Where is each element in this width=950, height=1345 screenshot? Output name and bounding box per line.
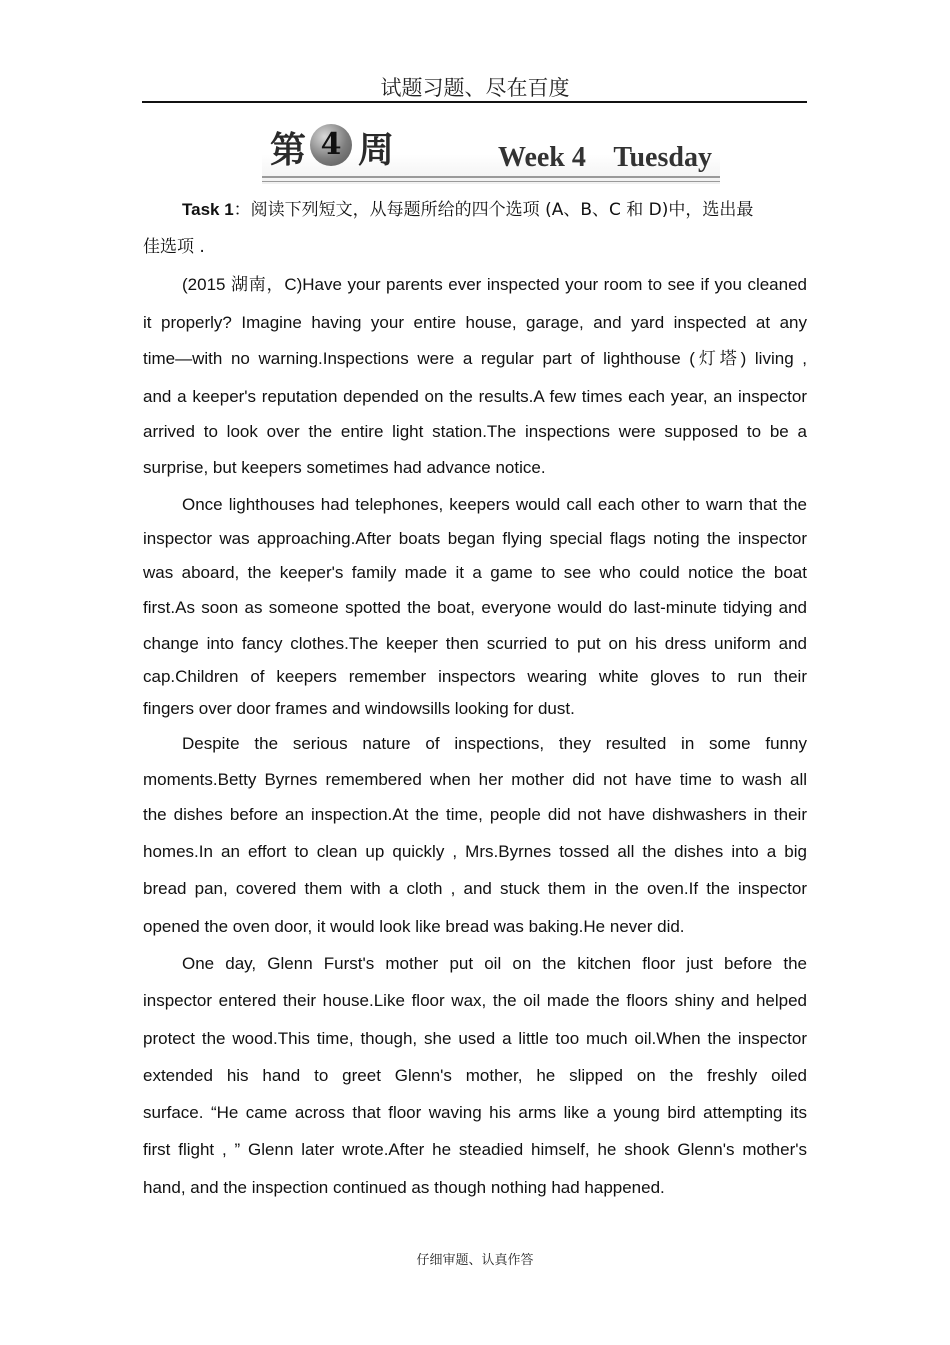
- passage-line: opened the oven door, it would look like bread was baking.He never did.: [143, 917, 685, 936]
- header-rule: [142, 101, 807, 103]
- passage-line: and a keeper's reputation depended on the results.A few times each year, an inspector: [143, 387, 807, 406]
- passage-line: first.As soon as someone spotted the boat, everyone would do last-minute tidying and: [143, 598, 807, 617]
- passage-line: it properly? Imagine having your entire house, garage, and yard inspected at any: [143, 313, 807, 332]
- passage-line: time—with no warning.Inspections were a regular part of lighthouse (灯塔) living ,: [143, 349, 807, 368]
- passage-line: moments.Betty Byrnes remembered when her mother did not have time to wash all: [143, 770, 807, 789]
- passage-line: inspector entered their house.Like floor wax, the oil made the floors shiny and helped: [143, 991, 807, 1010]
- banner-week-char: 第: [270, 129, 308, 171]
- task-label: Task 1: [182, 200, 234, 219]
- passage-line: fingers over door frames and windowsills looking for dust.: [143, 699, 575, 718]
- passage-line: cap.Children of keepers remember inspectors wearing white gloves to run their: [143, 667, 807, 686]
- passage-line: first flight , ” Glenn later wrote.After he steadied himself, he shook Glenn's mother's: [143, 1140, 807, 1159]
- passage-line: Once lighthouses had telephones, keepers would call each other to warn that the: [182, 495, 807, 514]
- passage-line: arrived to look over the entire light station.The inspections were supposed to be a: [143, 422, 807, 441]
- passage-line: surprise, but keepers sometimes had advance notice.: [143, 458, 546, 477]
- passage-line: was aboard, the keeper's family made it a game to see who could notice the boat: [143, 563, 807, 582]
- passage-line: change into fancy clothes.The keeper then scurried to put on his dress uniform and: [143, 634, 807, 653]
- passage-line: One day, Glenn Furst's mother put oil on the kitchen floor just before the: [182, 954, 807, 973]
- banner-week-day: Week 4 Tuesday: [498, 142, 712, 173]
- passage-line: hand, and the inspection continued as though nothing had happened.: [143, 1178, 665, 1197]
- passage-line: inspector was approaching.After boats began flying special flags noting the inspector: [143, 529, 807, 548]
- passage-line: Despite the serious nature of inspections, they resulted in some funny: [182, 734, 807, 753]
- passage-line: protect the wood.This time, though, she used a little too much oil.When the inspector: [143, 1029, 807, 1048]
- passage-line: bread pan, covered them with a cloth , and stuck them in the oven.If the inspector: [143, 879, 807, 898]
- banner-rule-top: [262, 176, 720, 178]
- passage-line: extended his hand to greet Glenn's mother, he slipped on the freshly oiled: [143, 1066, 807, 1085]
- banner-rule-bottom: [262, 181, 720, 182]
- task-instruction: [182, 200, 753, 220]
- task-instruction-cont: 佳选项 .: [143, 237, 205, 257]
- passage-line: the dishes before an inspection.At the time, people did not have dishwashers in their: [143, 805, 807, 824]
- week-number-badge: 4: [310, 124, 352, 166]
- passage-line: (2015 湖南，C)Have your parents ever inspected your room to see if you cleaned: [182, 275, 807, 294]
- passage-line: surface. “He came across that floor waving his arms like a young bird attempting its: [143, 1103, 807, 1122]
- page-footer: 仔细审题、认真作答: [416, 1253, 534, 1268]
- page-header-title: 试题习题、尽在百度: [380, 76, 570, 100]
- task-instruction-text: ：阅读下列短文，从每题所给的四个选项 (A、B、C 和 D)中，选出最: [233, 200, 754, 220]
- passage-line: homes.In an effort to clean up quickly , Mrs.Byrnes tossed all the dishes into a big: [143, 842, 807, 861]
- banner-zhou-char: 周: [358, 129, 396, 171]
- week-banner: [262, 118, 720, 184]
